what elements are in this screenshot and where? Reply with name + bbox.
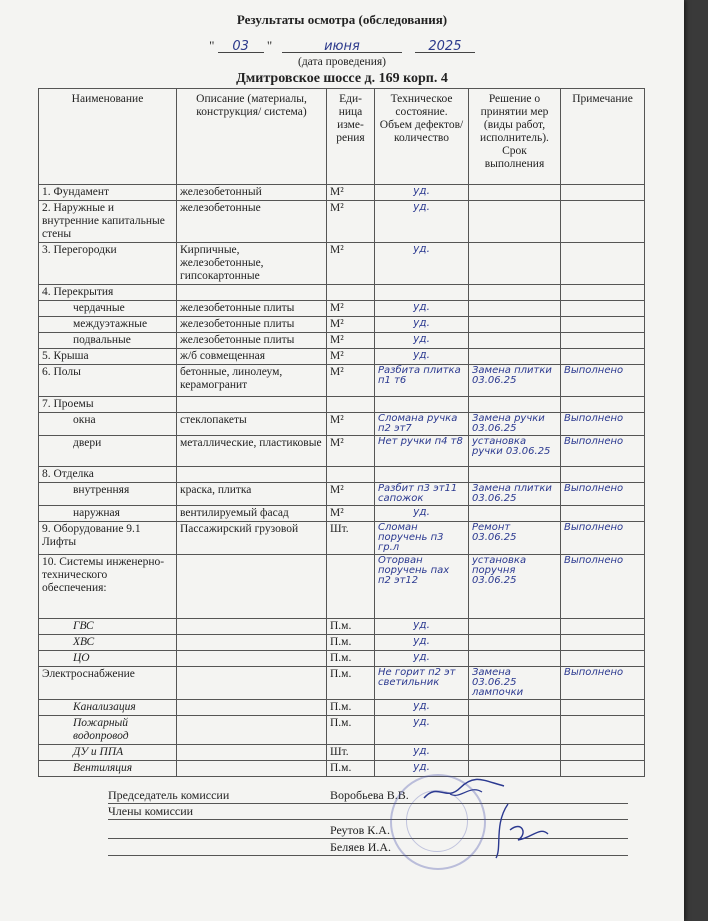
table-row [39, 651, 645, 667]
cell-name: 10. Системы инженерно-технического обеспечения: [39, 555, 177, 619]
cell-name: подвальные [39, 333, 177, 349]
cell-cond: уд. [375, 700, 469, 716]
cell-note [561, 635, 645, 651]
cell-desc: ж/б совмещенная [177, 349, 327, 365]
cell-cond: Разбита плитка п1 т6 [375, 365, 469, 397]
chair-name: Воробьева В.В. [330, 788, 409, 802]
cell-name: 3. Перегородки [39, 243, 177, 285]
cell-name: 9. Оборудование 9.1 Лифты [39, 522, 177, 555]
cell-note [561, 185, 645, 201]
cell-cond: уд. [375, 745, 469, 761]
cell-dec [469, 506, 561, 522]
cell-dec [469, 467, 561, 483]
cell-cond: Не горит п2 эт светильник [375, 667, 469, 700]
cell-desc: Кирпичные, железобетонные, гипсокартонные [177, 243, 327, 285]
cell-dec [469, 349, 561, 365]
cell-name: Канализация [39, 700, 177, 716]
cell-unit: М² [327, 333, 375, 349]
cell-note [561, 333, 645, 349]
cell-desc: стеклопакеты [177, 413, 327, 436]
cell-note: Выполнено [561, 483, 645, 506]
cell-unit: М² [327, 201, 375, 243]
cell-unit: П.м. [327, 667, 375, 700]
cell-name: Пожарный водопровод [39, 716, 177, 745]
cell-unit: М² [327, 436, 375, 467]
cell-name: окна [39, 413, 177, 436]
cell-desc [177, 700, 327, 716]
cell-unit [327, 285, 375, 301]
cell-desc: железобетонные плиты [177, 333, 327, 349]
cell-desc [177, 635, 327, 651]
table-row [39, 397, 645, 413]
cell-unit: М² [327, 301, 375, 317]
table-row [39, 619, 645, 635]
cell-unit: П.м. [327, 700, 375, 716]
table-row [39, 745, 645, 761]
header-unit: Еди-ница изме-рения [327, 89, 375, 185]
cell-desc [177, 745, 327, 761]
table-row [39, 349, 645, 365]
table-row [39, 201, 645, 243]
cell-note [561, 349, 645, 365]
header-note: Примечание [561, 89, 645, 185]
cell-unit: Шт. [327, 522, 375, 555]
cell-name: 8. Отделка [39, 467, 177, 483]
cell-unit: П.м. [327, 716, 375, 745]
cell-cond: Оторван поручень пах п2 эт12 [375, 555, 469, 619]
cell-unit: М² [327, 317, 375, 333]
table-row [39, 365, 645, 397]
cell-name: 6. Полы [39, 365, 177, 397]
cell-dec [469, 651, 561, 667]
cell-cond: уд. [375, 506, 469, 522]
table-row [39, 506, 645, 522]
cell-cond: уд. [375, 301, 469, 317]
table-row [39, 635, 645, 651]
cell-note [561, 619, 645, 635]
cell-name: чердачные [39, 301, 177, 317]
cell-note [561, 243, 645, 285]
cell-name: междуэтажные [39, 317, 177, 333]
cell-dec [469, 716, 561, 745]
header-decision: Решение о принятии мер (виды работ, исполнитель). Срок выполнения [469, 89, 561, 185]
cell-dec [469, 243, 561, 285]
cell-dec: Замена 03.06.25 лампочки [469, 667, 561, 700]
cell-cond [375, 467, 469, 483]
cell-desc: Пассажирский грузовой [177, 522, 327, 555]
cell-cond: уд. [375, 635, 469, 651]
cell-dec: Замена плитки 03.06.25 [469, 365, 561, 397]
cell-desc: железобетонные [177, 201, 327, 243]
cell-note [561, 700, 645, 716]
cell-cond: уд. [375, 185, 469, 201]
cell-name: ХВС [39, 635, 177, 651]
cell-desc: железобетонные плиты [177, 317, 327, 333]
cell-dec: Ремонт 03.06.25 [469, 522, 561, 555]
cell-unit: М² [327, 365, 375, 397]
cell-dec [469, 619, 561, 635]
cell-dec [469, 745, 561, 761]
cell-name: 1. Фундамент [39, 185, 177, 201]
cell-unit: М² [327, 506, 375, 522]
inspection-date [0, 38, 684, 58]
cell-name: 4. Перекрытия [39, 285, 177, 301]
cell-unit: М² [327, 413, 375, 436]
cell-desc [177, 619, 327, 635]
chair-label: Председатель комиссии [108, 788, 230, 802]
cell-name: Вентиляция [39, 761, 177, 777]
cell-desc [177, 285, 327, 301]
cell-dec: Замена плитки 03.06.25 [469, 483, 561, 506]
cell-cond: уд. [375, 651, 469, 667]
cell-note [561, 651, 645, 667]
cell-cond [375, 285, 469, 301]
cell-note [561, 745, 645, 761]
cell-unit [327, 397, 375, 413]
cell-unit: П.м. [327, 651, 375, 667]
cell-note [561, 397, 645, 413]
cell-name: Электроснабжение [39, 667, 177, 700]
table-row [39, 555, 645, 619]
cell-unit [327, 467, 375, 483]
cell-cond: Разбит п3 эт11 сапожок [375, 483, 469, 506]
cell-unit: М² [327, 185, 375, 201]
cell-cond: уд. [375, 349, 469, 365]
cell-name: внутренняя [39, 483, 177, 506]
cell-desc: железобетонный [177, 185, 327, 201]
cell-dec [469, 635, 561, 651]
cell-name: двери [39, 436, 177, 467]
cell-note [561, 506, 645, 522]
cell-cond: уд. [375, 333, 469, 349]
cell-desc: железобетонные плиты [177, 301, 327, 317]
cell-cond: Сломана ручка п2 эт7 [375, 413, 469, 436]
cell-dec: установка поручня 03.06.25 [469, 555, 561, 619]
cell-note [561, 716, 645, 745]
cell-dec [469, 285, 561, 301]
cell-name: наружная [39, 506, 177, 522]
cell-name: ГВС [39, 619, 177, 635]
date-caption: (дата проведения) [298, 56, 386, 68]
cell-cond: уд. [375, 317, 469, 333]
table-row [39, 317, 645, 333]
table-row [39, 333, 645, 349]
building-address: Дмитровское шоссе д. 169 корп. 4 [236, 71, 448, 86]
table-row [39, 522, 645, 555]
cell-cond: Сломан поручень п3 гр.л [375, 522, 469, 555]
cell-cond: уд. [375, 761, 469, 777]
cell-desc [177, 667, 327, 700]
table-row [39, 243, 645, 285]
cell-note: Выполнено [561, 522, 645, 555]
header-description: Описание (материалы, конструкция/ система) [177, 89, 327, 185]
cell-dec [469, 185, 561, 201]
members-label: Члены комиссии [108, 804, 194, 818]
header-name: Наименование [39, 89, 177, 185]
date-day: 03 [218, 42, 264, 53]
cell-name: ДУ и ППА [39, 745, 177, 761]
cell-note [561, 317, 645, 333]
cell-desc: вентилируемый фасад [177, 506, 327, 522]
table-row [39, 667, 645, 700]
cell-unit: П.м. [327, 761, 375, 777]
cell-cond: Нет ручки п4 т8 [375, 436, 469, 467]
cell-note: Выполнено [561, 365, 645, 397]
cell-note: Выполнено [561, 413, 645, 436]
cell-dec [469, 700, 561, 716]
cell-unit: Шт. [327, 745, 375, 761]
cell-note: Выполнено [561, 555, 645, 619]
table-row [39, 185, 645, 201]
table-header-row [39, 89, 645, 185]
cell-dec [469, 761, 561, 777]
cell-cond: уд. [375, 619, 469, 635]
cell-dec [469, 397, 561, 413]
cell-note [561, 201, 645, 243]
cell-unit: М² [327, 483, 375, 506]
cell-name: ЦО [39, 651, 177, 667]
cell-dec [469, 201, 561, 243]
cell-unit: П.м. [327, 635, 375, 651]
table-row [39, 413, 645, 436]
cell-desc [177, 467, 327, 483]
cell-note: Выполнено [561, 667, 645, 700]
cell-name: 5. Крыша [39, 349, 177, 365]
cell-desc: металлические, пластиковые [177, 436, 327, 467]
table-row [39, 285, 645, 301]
cell-dec [469, 333, 561, 349]
cell-desc [177, 397, 327, 413]
cell-cond: уд. [375, 716, 469, 745]
date-quote-close: " [266, 38, 273, 53]
cell-desc: краска, плитка [177, 483, 327, 506]
cell-desc [177, 651, 327, 667]
cell-note [561, 467, 645, 483]
table-row [39, 483, 645, 506]
cell-desc: бетонные, линолеум, керамогранит [177, 365, 327, 397]
cell-unit: М² [327, 243, 375, 285]
cell-dec: Замена ручки 03.06.25 [469, 413, 561, 436]
cell-unit: М² [327, 349, 375, 365]
cell-dec [469, 317, 561, 333]
table-row [39, 761, 645, 777]
date-year: 2025 [415, 42, 475, 53]
cell-unit: П.м. [327, 619, 375, 635]
cell-desc [177, 761, 327, 777]
cell-unit [327, 555, 375, 619]
cell-name: 7. Проемы [39, 397, 177, 413]
member1-name: Реутов К.А. [330, 823, 390, 837]
inspection-table [38, 88, 645, 777]
table-row [39, 467, 645, 483]
cell-cond [375, 397, 469, 413]
table-body [39, 185, 645, 777]
table-row [39, 436, 645, 467]
date-quote-open: " [209, 38, 215, 53]
document-title: Результаты осмотра (обследования) [236, 12, 448, 27]
header-condition: Техническое состояние. Объем дефектов/ количество [375, 89, 469, 185]
cell-note [561, 301, 645, 317]
date-month: июня [282, 42, 402, 53]
cell-cond: уд. [375, 243, 469, 285]
cell-desc [177, 716, 327, 745]
cell-desc [177, 555, 327, 619]
cell-note: Выполнено [561, 436, 645, 467]
cell-dec [469, 301, 561, 317]
cell-note [561, 285, 645, 301]
table-row [39, 700, 645, 716]
table-row [39, 301, 645, 317]
cell-cond: уд. [375, 201, 469, 243]
cell-name: 2. Наружные и внутренние капитальные стены [39, 201, 177, 243]
table-row [39, 716, 645, 745]
cell-dec: установка ручки 03.06.25 [469, 436, 561, 467]
cell-note [561, 761, 645, 777]
member2-name: Беляев И.А. [330, 840, 392, 854]
member-signature-scribble [488, 800, 558, 862]
